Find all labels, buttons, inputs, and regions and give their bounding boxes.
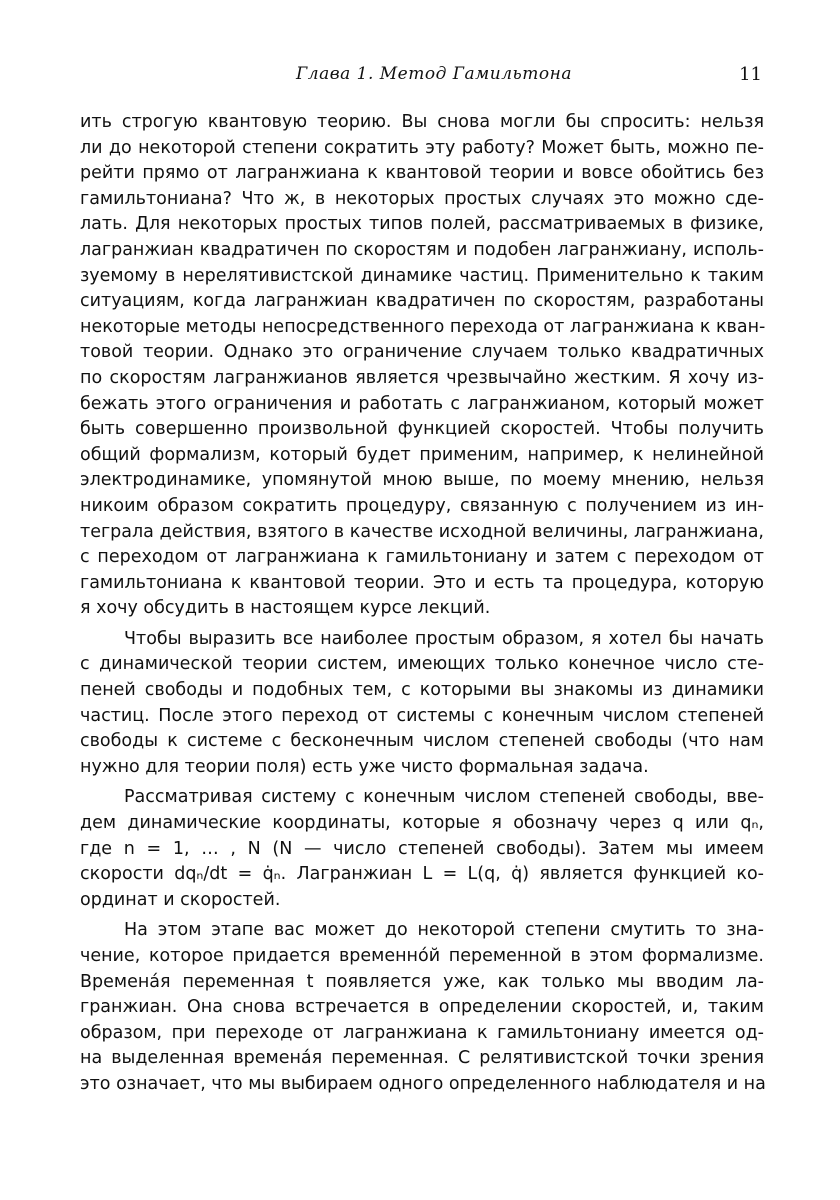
text-line: с переходом от лагранжиана к гамильтониану и затем с переходом от	[80, 547, 764, 568]
body-text	[80, 110, 764, 1098]
text-line: с динамической теории систем, имеющих только конечное число сте-	[80, 654, 764, 675]
text-line: Чтобы выразить все наиболее простым образом, я хотел бы начать	[124, 628, 764, 649]
text-line: ли до некоторой степени сократить эту работу? Может быть, можно пе-	[80, 137, 764, 158]
text-line: нужно для теории поля) есть уже чисто формальная задача.	[80, 756, 649, 777]
page-number: 11	[739, 64, 762, 85]
text-line: никоим образом сократить процедуру, связанную с получением из ин-	[80, 495, 764, 516]
text-line: зуемому в нерелятивистской динамике частиц. Применительно к таким	[80, 265, 764, 286]
text-line: быть совершенно произвольной функцией скоростей. Чтобы получить	[80, 419, 764, 440]
text-line: скорости dqₙ/dt = q̇ₙ. Лагранжиан L = L(q, q̇) является функцией ко-	[80, 864, 764, 885]
text-line: гамильтониана к квантовой теории. Это и есть та процедура, которую	[80, 572, 764, 593]
text-line: рейти прямо от лагранжиана к квантовой теории и вовсе обойтись без	[80, 163, 764, 184]
text-line: электродинамике, упомянутой мною выше, по моему мнению, нельзя	[80, 470, 764, 491]
text-line: теграла действия, взятого в качестве исходной величины, лагранжиана,	[80, 521, 764, 542]
text-line: где n = 1, … , N (N — число степеней свободы). Затем мы имеем	[80, 838, 764, 859]
text-line: Времена́я переменная t появляется уже, как только мы вводим ла-	[80, 971, 764, 992]
text-line: бежать этого ограничения и работать с лагранжианом, который может	[80, 393, 764, 414]
text-line: лагранжиан квадратичен по скоростям и подобен лагранжиану, исполь-	[80, 239, 764, 260]
text-line: общий формализм, который будет применим, например, к нелинейной	[80, 444, 764, 465]
text-line: ситуациям, когда лагранжиан квадратичен по скоростям, разработаны	[80, 291, 764, 312]
paragraph	[80, 785, 764, 913]
paragraph	[80, 110, 764, 622]
text-line: ординат и скоростей.	[80, 889, 281, 910]
running-title: Глава 1. Метод Гамильтона	[296, 64, 572, 84]
paragraph	[80, 918, 764, 1097]
text-line: гамильтониана? Что ж, в некоторых простых случаях это можно сде-	[80, 188, 764, 209]
text-line: дем динамические координаты, которые я обозначу через q или qₙ,	[80, 813, 764, 834]
running-head	[78, 64, 764, 94]
text-line: свободы к системе с бесконечным числом степеней свободы (что нам	[80, 731, 764, 752]
paragraph	[80, 627, 764, 781]
text-line: лать. Для некоторых простых типов полей, рассматриваемых в физике,	[80, 214, 764, 235]
text-line: это означает, что мы выбираем одного определенного наблюдателя и на	[80, 1073, 766, 1094]
text-line: частиц. После этого переход от системы с конечным числом степеней	[80, 705, 764, 726]
text-line: На этом этапе вас может до некоторой степени смутить то зна-	[124, 920, 764, 941]
text-line: на выделенная времена́я переменная. С релятивистской точки зрения	[80, 1048, 764, 1069]
text-line: пеней свободы и подобных тем, с которыми вы знакомы из динамики	[80, 680, 764, 701]
text-line: чение, которое придается временно́й переменной в этом формализме.	[80, 946, 764, 966]
text-line: ить строгую квантовую теорию. Вы снова могли бы спросить: нельзя	[80, 112, 764, 132]
text-line: по скоростям лагранжианов является чрезвычайно жестким. Я хочу из-	[80, 367, 764, 388]
text-line: товой теории. Однако это ограничение случаем только квадратичных	[80, 342, 764, 363]
text-line: Рассматривая систему с конечным числом степеней свободы, вве-	[124, 787, 764, 808]
text-line: образом, при переходе от лагранжиана к гамильтониану имеется од-	[80, 1022, 764, 1043]
text-line: некоторые методы непосредственного перехода от лагранжиана к кван-	[80, 316, 766, 337]
text-line: я хочу обсудить в настоящем курсе лекций.	[80, 598, 491, 619]
text-line: гранжиан. Она снова встречается в определении скоростей, и, таким	[80, 997, 764, 1018]
